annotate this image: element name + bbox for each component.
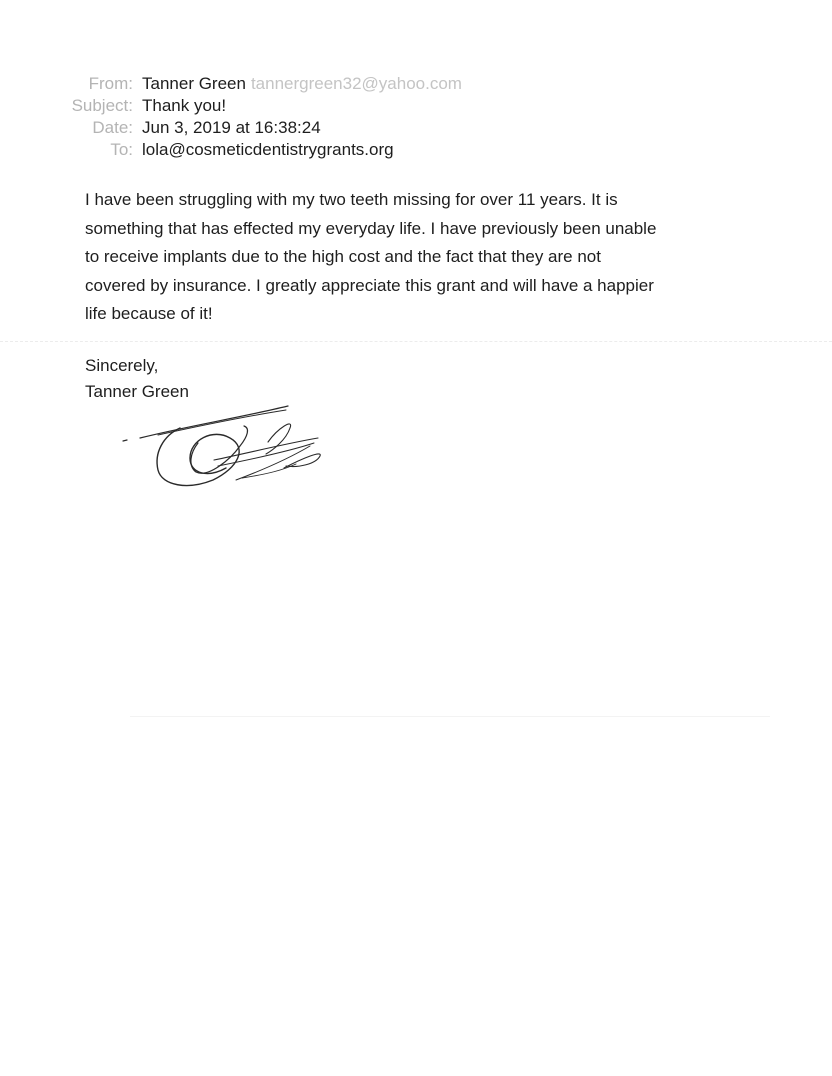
from-value bbox=[142, 73, 462, 95]
subject-row bbox=[0, 95, 832, 117]
handwritten-signature bbox=[118, 398, 338, 498]
date-value: Jun 3, 2019 at 16:38:24 bbox=[142, 118, 321, 137]
scan-divider bbox=[0, 341, 832, 342]
email-body bbox=[85, 186, 745, 329]
signature-stroke bbox=[214, 438, 318, 460]
body-line: something that has effected my everyday life. I have previously been unable bbox=[85, 218, 657, 238]
scan-artifact bbox=[130, 716, 770, 717]
from-name: Tanner Green bbox=[142, 74, 246, 93]
email-header bbox=[0, 73, 832, 161]
from-address: tannergreen32@yahoo.com bbox=[250, 74, 462, 93]
signature-stroke bbox=[123, 440, 127, 441]
closing-name: Tanner Green bbox=[85, 382, 189, 401]
from-row bbox=[0, 73, 832, 95]
to-value: lola@cosmeticdentistrygrants.org bbox=[142, 140, 394, 159]
subject-label: Subject: bbox=[71, 96, 133, 115]
subject-value: Thank you! bbox=[142, 96, 227, 115]
from-label: From: bbox=[88, 74, 133, 93]
signature-stroke bbox=[140, 406, 288, 438]
body-line: life because of it! bbox=[85, 304, 213, 323]
body-line: to receive implants due to the high cost and the fact that they are not bbox=[85, 247, 601, 266]
closing-salutation: Sincerely, bbox=[85, 356, 159, 375]
date-label: Date: bbox=[92, 118, 133, 137]
body-line: covered by insurance. I greatly appreciate this grant and will have a happier bbox=[85, 275, 654, 295]
signature-stroke bbox=[284, 454, 320, 468]
to-label: To: bbox=[110, 140, 133, 159]
signature-stroke bbox=[158, 410, 286, 435]
body-line: I have been struggling with my two teeth missing for over 11 years. It is bbox=[85, 190, 618, 209]
signature-stroke bbox=[266, 424, 291, 454]
to-row bbox=[0, 139, 832, 161]
date-row bbox=[0, 117, 832, 139]
signature-stroke bbox=[236, 446, 310, 480]
